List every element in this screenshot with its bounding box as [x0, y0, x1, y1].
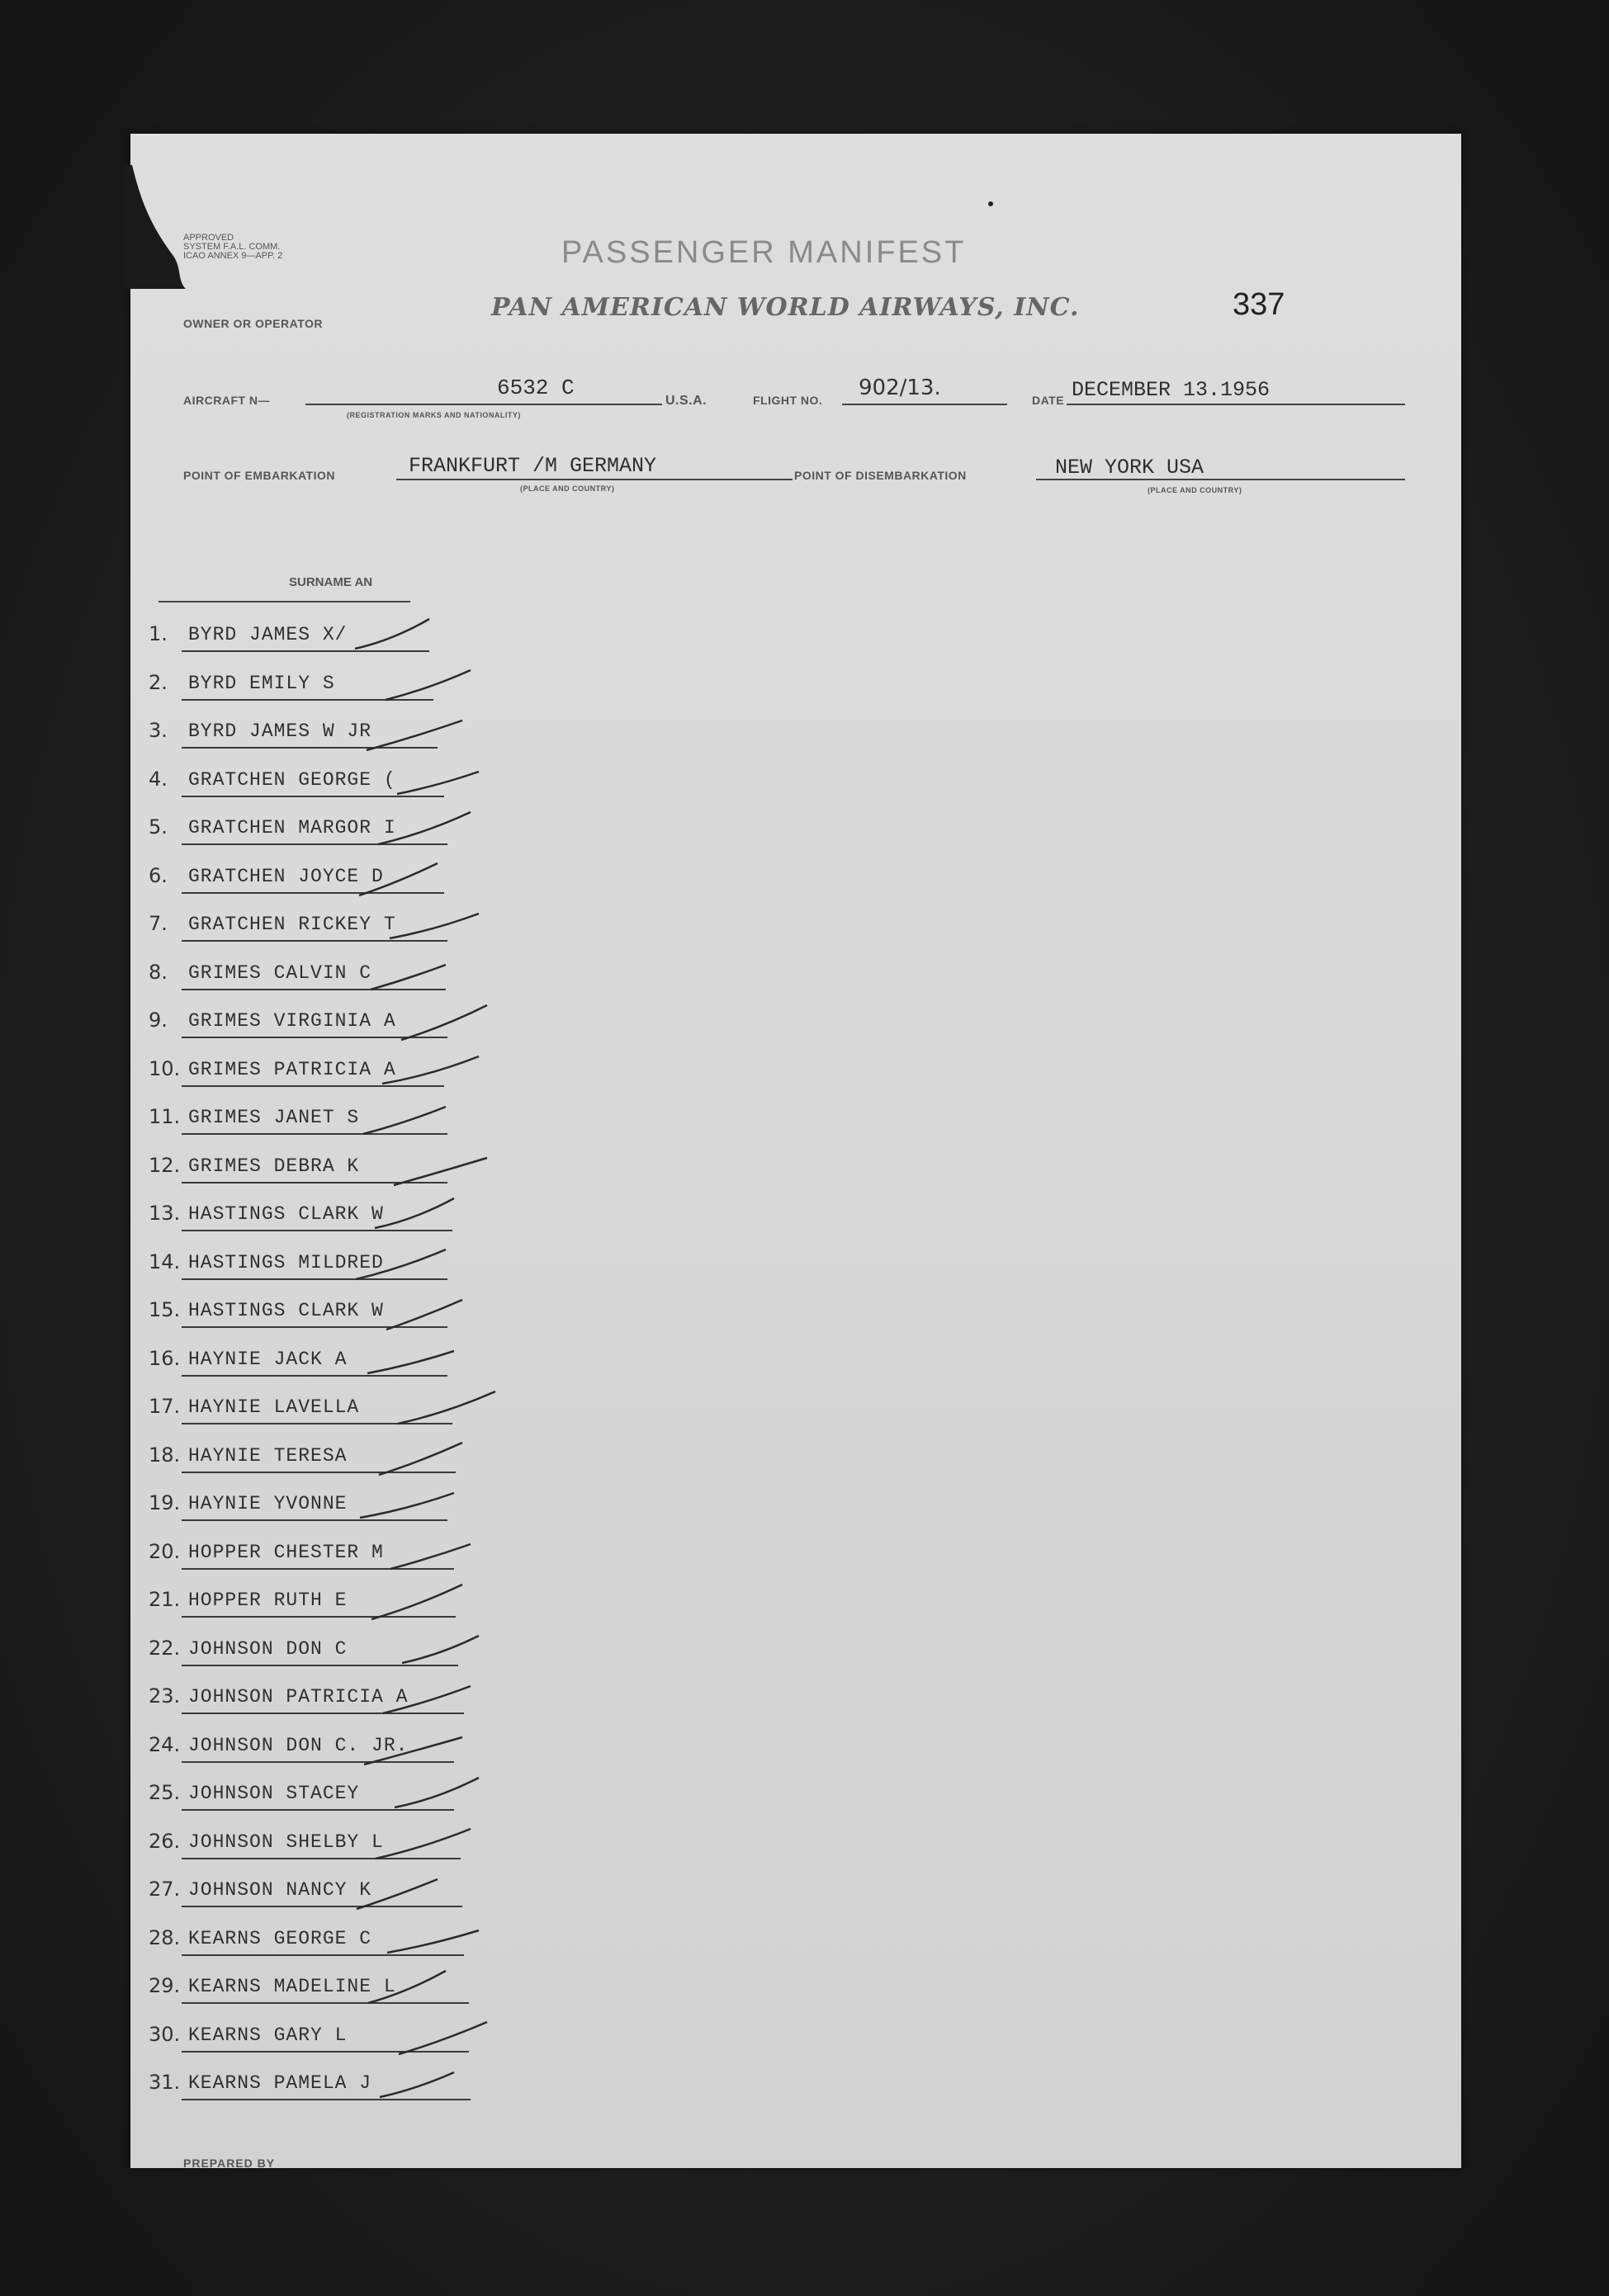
passenger-name: JOHNSON DON C: [188, 1637, 348, 1660]
passenger-name: JOHNSON NANCY K: [188, 1879, 372, 1901]
passenger-name: HOPPER CHESTER M: [188, 1541, 384, 1563]
disembark-caption: (PLACE AND COUNTRY): [1148, 486, 1242, 494]
owner-label: OWNER OR OPERATOR: [183, 317, 323, 330]
passenger-name: GRATCHEN JOYCE D: [188, 865, 384, 887]
passenger-name: HAYNIE LAVELLA: [188, 1396, 360, 1418]
passenger-name: BYRD JAMES W JR: [188, 720, 372, 742]
passenger-number: 16.: [149, 1346, 181, 1370]
passenger-number: 28.: [149, 1925, 181, 1949]
passenger-name: KEARNS MADELINE L: [188, 1976, 396, 1997]
passenger-number: 24.: [149, 1732, 181, 1756]
passenger-name: BYRD EMILY S: [188, 672, 335, 694]
torn-corner: [124, 165, 186, 289]
passenger-name: JOHNSON PATRICIA A: [188, 1686, 409, 1708]
passenger-name: GRIMES DEBRA K: [188, 1155, 360, 1177]
passenger-name: KEARNS GARY L: [188, 2024, 348, 2046]
passenger-name: GRATCHEN MARGOR I: [188, 817, 396, 839]
passenger-name: HAYNIE TERESA: [188, 1444, 348, 1467]
embark-rule: [396, 479, 793, 480]
ink-dot: [988, 201, 993, 206]
aircraft-value: 6532 C: [497, 376, 575, 400]
passenger-number: 14.: [149, 1250, 181, 1273]
approval-stamp: [183, 234, 282, 261]
passenger-name: GRIMES CALVIN C: [188, 961, 372, 984]
flight-value: 902/13.: [859, 376, 941, 400]
passenger-number: 12.: [149, 1153, 181, 1177]
approval-line: APPROVED: [183, 233, 234, 243]
passenger-number: 22.: [149, 1636, 181, 1660]
passenger-number: 20.: [149, 1539, 181, 1563]
passenger-number: 17.: [149, 1395, 181, 1418]
passenger-number: 7.: [149, 912, 168, 935]
disembark-label: POINT OF DISEMBARKATION: [794, 469, 967, 482]
passenger-number: 13.: [149, 1202, 181, 1225]
passenger-number: 27.: [149, 1878, 181, 1901]
passenger-name: KEARNS PAMELA J: [188, 2072, 372, 2094]
approval-line: ICAO ANNEX 9—APP. 2: [183, 251, 283, 261]
owner-value: PAN AMERICAN WORLD AIRWAYS, INC.: [491, 293, 1080, 322]
passenger-number: 15.: [149, 1298, 181, 1321]
embark-value: FRANKFURT /M GERMANY: [409, 454, 657, 478]
passenger-number: 30.: [149, 2022, 181, 2046]
passenger-name: JOHNSON DON C. JR.: [188, 1734, 409, 1756]
form-title: PASSENGER MANIFEST: [561, 235, 967, 270]
aircraft-label: AIRCRAFT N—: [183, 394, 271, 407]
passenger-number: 29.: [149, 1974, 181, 1997]
passenger-name: HOPPER RUTH E: [188, 1590, 348, 1611]
date-label: DATE: [1032, 394, 1065, 407]
passenger-name: HASTINGS CLARK W: [188, 1300, 384, 1321]
passenger-number: 6.: [149, 863, 168, 887]
page-number: 337: [1233, 287, 1285, 322]
flight-rule: [842, 404, 1007, 405]
passenger-name: HAYNIE JACK A: [188, 1348, 348, 1370]
passenger-number: 2.: [149, 670, 168, 694]
passenger-name: BYRD JAMES X/: [188, 624, 348, 645]
passenger-number: 25.: [149, 1781, 181, 1804]
passenger-number: 4.: [149, 767, 168, 791]
aircraft-rule: [305, 404, 662, 405]
passenger-number: 3.: [149, 719, 168, 742]
passenger-name: GRIMES JANET S: [188, 1107, 360, 1128]
passenger-number: 18.: [149, 1443, 181, 1467]
passenger-number: 8.: [149, 960, 168, 984]
passenger-name: HAYNIE YVONNE: [188, 1493, 348, 1514]
passenger-number: 1.: [149, 622, 168, 645]
check-mark: [149, 2049, 644, 2124]
passenger-number: 31.: [149, 2071, 181, 2094]
passenger-name: GRIMES PATRICIA A: [188, 1058, 396, 1080]
passenger-number: 26.: [149, 1829, 181, 1853]
column-heading: SURNAME AN: [289, 575, 373, 589]
aircraft-caption: (REGISTRATION MARKS AND NATIONALITY): [347, 411, 521, 419]
passenger-number: 10.: [149, 1056, 181, 1080]
passenger-name: KEARNS GEORGE C: [188, 1927, 372, 1949]
passenger-number: 11.: [149, 1105, 181, 1128]
passenger-number: 9.: [149, 1009, 168, 1032]
passenger-name: JOHNSON STACEY: [188, 1783, 360, 1804]
passenger-name: JOHNSON SHELBY L: [188, 1831, 384, 1853]
flight-label: FLIGHT NO.: [753, 394, 823, 407]
passenger-number: 23.: [149, 1684, 181, 1708]
passenger-name: HASTINGS MILDRED: [188, 1251, 384, 1273]
passenger-name: GRATCHEN GEORGE (: [188, 768, 396, 791]
passenger-name: GRIMES VIRGINIA A: [188, 1010, 396, 1032]
passenger-number: 19.: [149, 1491, 181, 1514]
embark-label: POINT OF EMBARKATION: [183, 469, 335, 482]
passenger-name: HASTINGS CLARK W: [188, 1203, 384, 1225]
list-item: [149, 2069, 512, 2102]
passenger-number: 21.: [149, 1588, 181, 1611]
disembark-value: NEW YORK USA: [1055, 456, 1204, 480]
passenger-name: GRATCHEN RICKEY T: [188, 914, 396, 935]
approval-line: SYSTEM F.A.L. COMM.: [183, 242, 281, 252]
date-rule: [1067, 404, 1405, 405]
date-value: DECEMBER 13.1956: [1072, 378, 1271, 402]
passenger-number: 5.: [149, 815, 168, 839]
embark-caption: (PLACE AND COUNTRY): [520, 484, 615, 493]
nationality: U.S.A.: [665, 394, 707, 408]
prepared-by-label: PREPARED BY: [183, 2157, 276, 2170]
